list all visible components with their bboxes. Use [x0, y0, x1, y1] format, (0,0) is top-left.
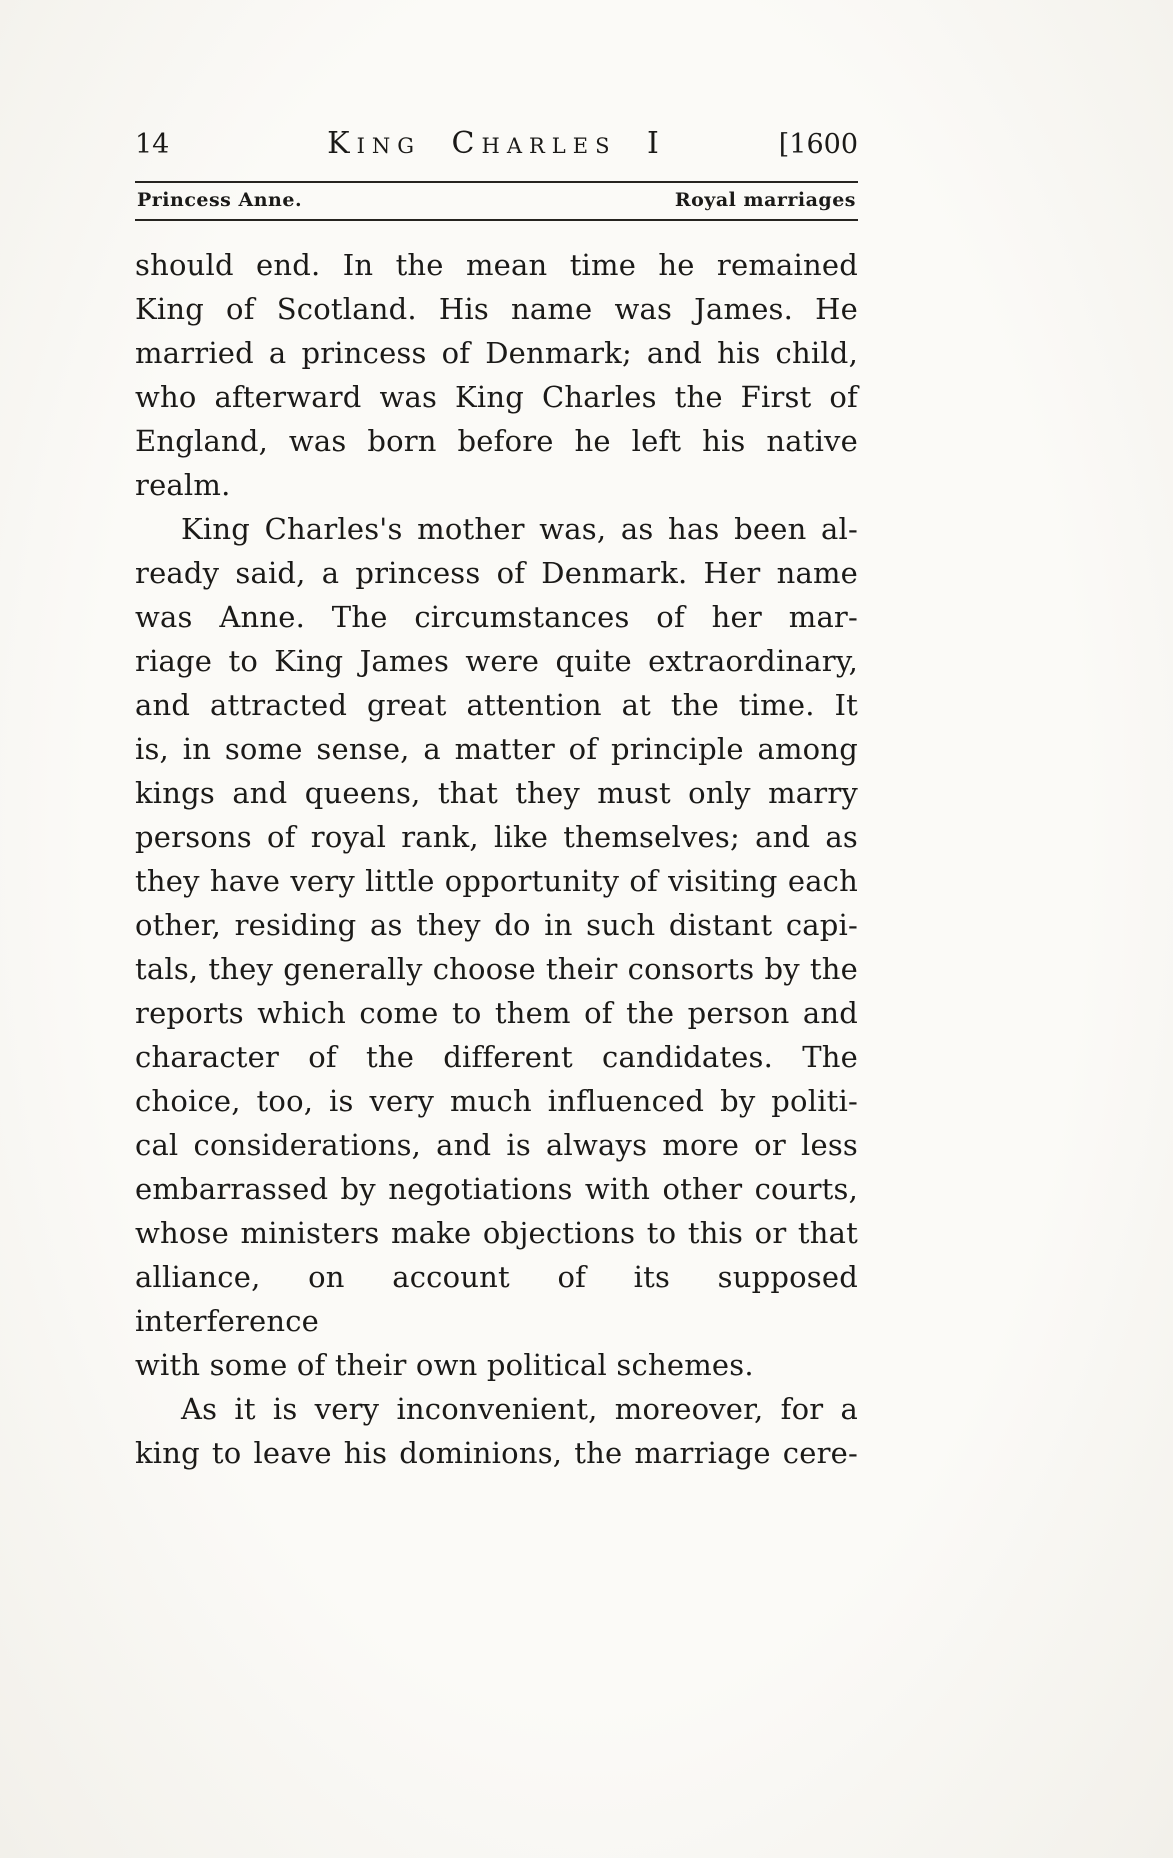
text-line: and attracted great attention at the time. It [135, 688, 858, 722]
text-line: choice, too, is very much influenced by politi- [135, 1084, 858, 1118]
text-line: embarrassed by negotiations with other courts, [135, 1172, 858, 1206]
date-marker: [1600 [778, 129, 858, 160]
running-head-left: Princess Anne. [137, 189, 303, 211]
text-line: cal considerations, and is always more or less [135, 1128, 858, 1162]
running-heads [135, 183, 858, 213]
text-line: king to leave his dominions, the marriage cere- [135, 1436, 858, 1470]
text-line: was Anne. The circumstances of her mar- [135, 600, 858, 634]
page-content [135, 126, 858, 1475]
text-line: they have very little opportunity of visiting each [135, 864, 858, 898]
text-line: with some of their own political schemes. [135, 1348, 754, 1382]
text-line: King Charles's mother was, as has been al- [181, 512, 858, 546]
text-line: ready said, a princess of Denmark. Her name [135, 556, 858, 590]
text-line: realm. [135, 468, 231, 502]
text-line: kings and queens, that they must only marry [135, 776, 858, 810]
text-line: character of the different candidates. The [135, 1040, 858, 1074]
text-line: King of Scotland. His name was James. He [135, 292, 858, 326]
text-line: persons of royal rank, like themselves; and as [135, 820, 858, 854]
body-text [135, 243, 858, 1475]
text-line: married a princess of Denmark; and his child, [135, 336, 858, 370]
text-line: who afterward was King Charles the First of [135, 380, 858, 414]
page-header [135, 126, 858, 161]
text-line: should end. In the mean time he remained [135, 248, 858, 282]
running-head-right: Royal marriages [674, 189, 856, 211]
text-line: reports which come to them of the person and [135, 996, 858, 1030]
text-line: other, residing as they do in such distant capi- [135, 908, 858, 942]
text-line: alliance, on account of its supposed interference [135, 1260, 858, 1338]
text-line: whose ministers make objections to this or that [135, 1216, 858, 1250]
text-line: is, in some sense, a matter of principle among [135, 732, 858, 766]
text-line: tals, they generally choose their consorts by the [135, 952, 858, 986]
chapter-title: King Charles I [327, 126, 666, 161]
text-line: riage to King James were quite extraordinary, [135, 644, 858, 678]
page-number: 14 [135, 129, 170, 160]
text-line: England, was born before he left his native [135, 424, 858, 458]
text-line: As it is very inconvenient, moreover, for a [181, 1392, 858, 1426]
bottom-rule [135, 219, 858, 221]
